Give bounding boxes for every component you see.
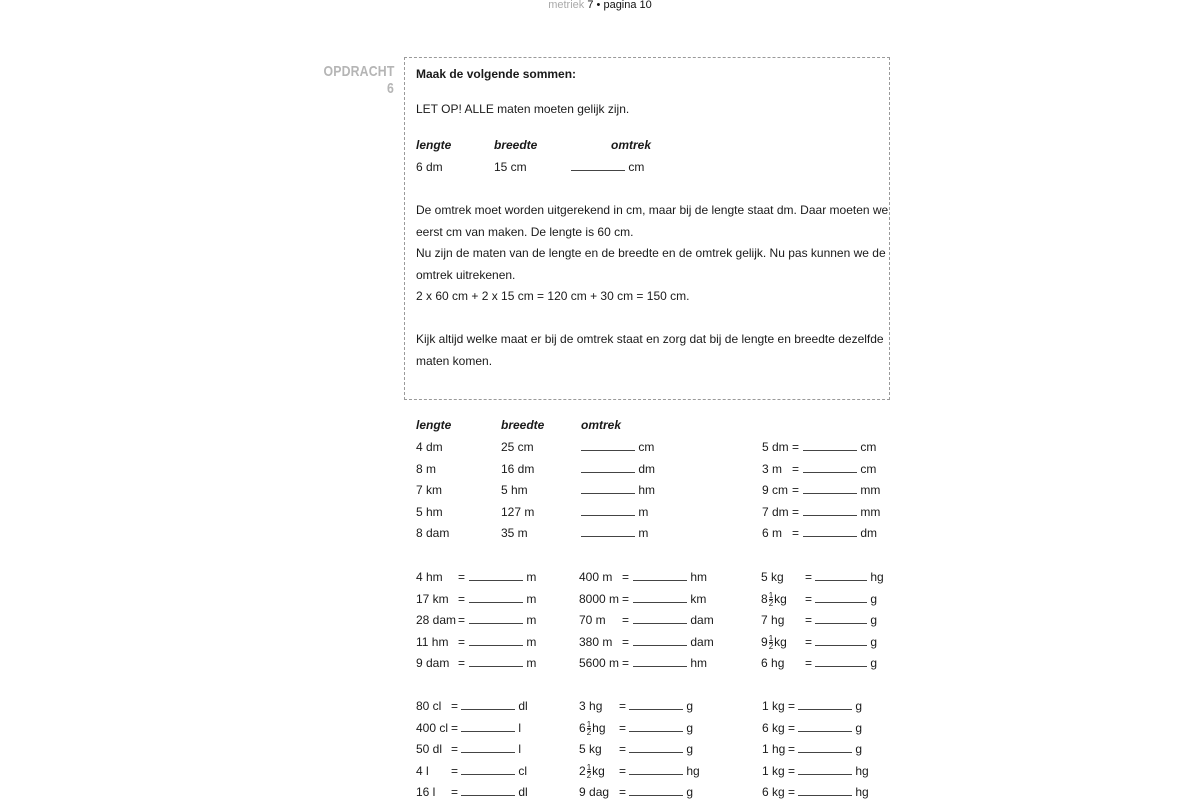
- conversion-left: 8000 m: [579, 591, 620, 606]
- equals-sign: =: [788, 785, 796, 799]
- answer-blank[interactable]: [571, 160, 625, 171]
- unit-label: l: [518, 742, 522, 756]
- equals-sign: =: [792, 461, 800, 476]
- unit-label: cm: [860, 440, 877, 454]
- answer-blank[interactable]: [581, 505, 635, 516]
- unit-label: kg: [771, 570, 784, 584]
- header-separator: •: [596, 0, 601, 11]
- example-lengte: 6 dm: [416, 160, 443, 174]
- unit-label: g: [855, 742, 863, 756]
- table-cell-lengte: 5 hm: [416, 504, 443, 519]
- answer-blank[interactable]: [798, 742, 852, 753]
- conversion-answer: [629, 699, 693, 713]
- conversion-answer: [815, 635, 877, 649]
- conversion-left: 4 l: [416, 763, 429, 778]
- unit-label: hm: [690, 570, 708, 584]
- conversion-left: 5 dm: [762, 440, 789, 454]
- answer-blank[interactable]: [629, 699, 683, 710]
- table-header-omtrek: omtrek: [581, 418, 622, 432]
- unit-label: g: [870, 613, 878, 627]
- fraction-denominator: 2: [586, 770, 592, 780]
- unit-label: g: [686, 785, 694, 799]
- box-header-lengte: lengte: [416, 138, 452, 152]
- tip-line: Kijk altijd welke maat er bij de omtrek staat en zorg dat bij de lengte en breedte dezelfde: [416, 332, 884, 346]
- conversion-left: 16 l: [416, 785, 436, 799]
- unit-label: dam: [690, 634, 714, 649]
- conversion-left: [761, 570, 784, 584]
- equals-sign: =: [792, 440, 800, 454]
- fraction: [769, 592, 773, 607]
- conversion-left: 6 m: [762, 526, 783, 540]
- whole-number: 3: [579, 699, 586, 713]
- equals-sign: =: [458, 634, 466, 649]
- equals-sign: =: [792, 526, 800, 540]
- table-cell-breedte: 5 hm: [501, 483, 528, 497]
- equals-sign: =: [792, 483, 800, 497]
- answer-blank[interactable]: [581, 462, 635, 473]
- conversion-left: 380 m: [579, 634, 613, 649]
- unit-label: hg: [686, 763, 700, 778]
- answer-blank[interactable]: [581, 526, 635, 537]
- page-header: [0, 0, 1200, 11]
- equals-sign: =: [805, 591, 813, 606]
- conversion-answer: [469, 592, 536, 606]
- explanation-line: eerst cm van maken. De lengte is 60 cm.: [416, 224, 634, 239]
- conversion-left: [579, 742, 602, 756]
- conversion-left: 9 cm: [762, 483, 789, 497]
- box-header-omtrek: omtrek: [611, 138, 652, 152]
- unit-label: dm: [860, 526, 878, 540]
- equals-sign: =: [805, 570, 813, 584]
- conversion-answer: [461, 699, 528, 713]
- equals-sign: =: [805, 656, 813, 670]
- equals-sign: =: [458, 613, 466, 627]
- conversion-left: [761, 613, 784, 627]
- answer-blank[interactable]: [469, 635, 523, 646]
- answer-blank[interactable]: [633, 570, 687, 581]
- conversion-left: 70 m: [579, 613, 606, 627]
- header-page: pagina 10: [603, 0, 652, 11]
- conversion-left: 50 dl: [416, 742, 443, 756]
- answer-blank[interactable]: [815, 592, 867, 603]
- table-cell-breedte: 25 cm: [501, 440, 534, 454]
- whole-number: 6: [761, 656, 768, 670]
- unit-label: m: [526, 591, 537, 606]
- equals-sign: =: [622, 570, 630, 584]
- conversion-answer: [469, 570, 536, 584]
- header-subject: metriek: [548, 0, 585, 11]
- whole-number: 9: [579, 785, 586, 799]
- fraction-denominator: 2: [768, 641, 774, 651]
- unit-label: g: [855, 720, 863, 735]
- whole-number: 7: [761, 613, 768, 627]
- conversion-answer: [629, 721, 693, 735]
- answer-blank[interactable]: [803, 462, 857, 473]
- conversion-answer: [633, 635, 714, 649]
- assignment-label: OPDRACHT 6: [323, 63, 395, 97]
- table-cell-omtrek: [581, 526, 648, 540]
- example-breedte: 15 cm: [494, 160, 527, 174]
- table-cell-omtrek: [581, 505, 648, 519]
- answer-blank[interactable]: [815, 656, 867, 667]
- answer-blank[interactable]: [581, 483, 635, 494]
- unit-label: g: [686, 720, 694, 735]
- unit-label: dag: [589, 785, 610, 799]
- conversion-left: 9 dam: [416, 656, 450, 670]
- answer-blank[interactable]: [633, 592, 687, 603]
- answer-blank[interactable]: [469, 613, 523, 624]
- unit-label: g: [870, 591, 878, 606]
- unit-label: g: [686, 742, 694, 756]
- whole-number: 5: [761, 570, 768, 584]
- unit-label: g: [870, 656, 878, 670]
- unit-label: l: [518, 720, 522, 735]
- equals-sign: =: [622, 634, 630, 649]
- unit-label: m: [526, 613, 537, 627]
- box-warning: LET OP! ALLE maten moeten gelijk zijn.: [416, 102, 630, 116]
- unit-label: m: [526, 634, 537, 649]
- answer-blank[interactable]: [803, 526, 857, 537]
- equals-sign: =: [458, 656, 466, 670]
- conversion-left: [761, 656, 784, 670]
- conversion-left: [579, 721, 606, 736]
- conversion-answer: [633, 656, 707, 670]
- answer-blank[interactable]: [629, 785, 683, 796]
- answer-blank[interactable]: [633, 656, 687, 667]
- equals-sign: =: [451, 720, 459, 735]
- answer-blank[interactable]: [798, 785, 852, 796]
- table-cell-lengte: 4 dm: [416, 440, 443, 454]
- conversion-left: 6 kg: [762, 720, 785, 735]
- conversion-answer: [461, 742, 521, 756]
- unit-label: cm: [860, 461, 877, 476]
- conversion-left: 1 kg: [762, 763, 785, 778]
- conversion-answer: [798, 699, 862, 713]
- answer-blank[interactable]: [461, 699, 515, 710]
- answer-blank[interactable]: [803, 440, 857, 451]
- equals-sign: =: [451, 763, 459, 778]
- unit-label: m: [526, 570, 537, 584]
- conversion-left: 3 m: [762, 461, 783, 476]
- table-cell-lengte: 8 dam: [416, 526, 450, 540]
- conversion-left: 400 cl: [416, 720, 449, 735]
- table-cell-breedte: 16 dm: [501, 461, 535, 476]
- answer-blank[interactable]: [469, 592, 523, 603]
- fraction-denominator: 2: [768, 598, 774, 608]
- conversion-answer: [461, 721, 521, 735]
- unit-label: g: [870, 634, 878, 649]
- conversion-left: 6 kg: [762, 785, 785, 799]
- unit-label: hg: [855, 785, 869, 799]
- unit-label: mm: [860, 483, 881, 497]
- unit-label: m: [638, 526, 649, 540]
- conversion-answer: [803, 483, 880, 497]
- unit-label: dam: [690, 613, 714, 627]
- conversion-answer: [461, 785, 528, 799]
- equals-sign: =: [805, 634, 813, 649]
- answer-blank[interactable]: [815, 635, 867, 646]
- conversion-answer: [633, 570, 707, 584]
- unit-label: m: [638, 504, 649, 519]
- conversion-answer: [815, 592, 877, 606]
- equals-sign: =: [788, 699, 796, 713]
- equals-sign: =: [622, 613, 630, 627]
- equals-sign: =: [622, 591, 630, 606]
- conversion-answer: [629, 764, 700, 778]
- whole-number: 2: [579, 763, 586, 778]
- equals-sign: =: [788, 742, 796, 756]
- unit-label: hg: [870, 570, 884, 584]
- conversion-answer: [633, 592, 706, 606]
- unit-label: hg: [589, 699, 603, 713]
- fraction-numerator: 1: [768, 633, 774, 643]
- unit-label: hg: [771, 656, 785, 670]
- table-cell-omtrek: [581, 462, 655, 476]
- tip-line: maten komen.: [416, 353, 493, 368]
- equals-sign: =: [619, 720, 627, 735]
- unit-label: kg: [774, 591, 787, 606]
- table-header-lengte: lengte: [416, 418, 452, 432]
- equals-sign: =: [451, 699, 459, 713]
- table-header-breedte: breedte: [501, 418, 545, 432]
- equals-sign: =: [619, 785, 627, 799]
- conversion-answer: [815, 570, 884, 584]
- conversion-answer: [469, 656, 536, 670]
- conversion-answer: [803, 462, 876, 476]
- fraction: [587, 764, 591, 779]
- answer-blank[interactable]: [461, 764, 515, 775]
- unit-label: hm: [638, 483, 656, 497]
- unit-label: cl: [518, 763, 528, 778]
- conversion-answer: [803, 526, 877, 540]
- whole-number: 8: [761, 591, 768, 606]
- unit-label: cm: [638, 440, 655, 454]
- equals-sign: =: [451, 785, 459, 799]
- fraction-denominator: 2: [586, 727, 592, 737]
- conversion-left: [579, 699, 602, 713]
- conversion-left: [761, 592, 787, 607]
- answer-blank[interactable]: [633, 613, 687, 624]
- conversion-answer: [803, 505, 880, 519]
- conversion-answer: [815, 613, 877, 627]
- equals-sign: =: [788, 763, 796, 778]
- fraction: [769, 635, 773, 650]
- unit-label: kg: [589, 742, 602, 756]
- conversion-answer: [798, 721, 862, 735]
- equals-sign: =: [458, 591, 466, 606]
- conversion-answer: [469, 635, 536, 649]
- unit-label: dm: [638, 461, 656, 476]
- equals-sign: =: [792, 504, 800, 519]
- answer-blank[interactable]: [815, 613, 867, 624]
- table-cell-lengte: 8 m: [416, 461, 437, 476]
- conversion-left: [761, 635, 787, 650]
- equals-sign: =: [619, 763, 627, 778]
- header-number: 7: [587, 0, 594, 11]
- conversion-answer: [815, 656, 877, 670]
- unit-label: hg: [855, 763, 869, 778]
- conversion-left: 7 dm: [762, 504, 789, 519]
- unit-label: hm: [690, 656, 708, 670]
- unit-label: km: [690, 591, 707, 606]
- answer-blank[interactable]: [803, 483, 857, 494]
- conversion-answer: [803, 440, 876, 454]
- table-cell-breedte: 35 m: [501, 526, 528, 540]
- unit-label: g: [855, 699, 863, 713]
- fraction-numerator: 1: [768, 590, 774, 600]
- unit-label: m: [526, 656, 537, 670]
- answer-blank[interactable]: [461, 785, 515, 796]
- unit-label: g: [686, 699, 694, 713]
- conversion-left: 1 hg: [762, 742, 786, 756]
- answer-blank[interactable]: [629, 764, 683, 775]
- conversion-left: [579, 785, 609, 799]
- answer-blank[interactable]: [629, 742, 683, 753]
- unit-label: dl: [518, 785, 528, 799]
- equals-sign: =: [622, 656, 630, 670]
- answer-blank[interactable]: [633, 635, 687, 646]
- fraction: [587, 721, 591, 736]
- box-header-breedte: breedte: [494, 138, 538, 152]
- conversion-left: 5600 m: [579, 656, 620, 670]
- equals-sign: =: [619, 742, 627, 756]
- table-cell-breedte: 127 m: [501, 504, 535, 519]
- answer-blank[interactable]: [629, 721, 683, 732]
- explanation-line: De omtrek moet worden uitgerekend in cm, maar bij de lengte staat dm. Daar moeten we: [416, 203, 889, 217]
- conversion-left: 80 cl: [416, 699, 442, 713]
- conversion-answer: [629, 785, 693, 799]
- fraction-numerator: 1: [586, 762, 592, 772]
- equals-sign: =: [619, 699, 627, 713]
- answer-blank[interactable]: [581, 440, 635, 451]
- answer-blank[interactable]: [461, 721, 515, 732]
- conversion-left: 28 dam: [416, 613, 457, 627]
- answer-blank[interactable]: [798, 699, 852, 710]
- conversion-left: [579, 764, 605, 779]
- unit-label: dl: [518, 699, 528, 713]
- conversion-left: 4 hm: [416, 570, 443, 584]
- example-unit: cm: [628, 160, 645, 174]
- conversion-left: 1 kg: [762, 699, 785, 713]
- conversion-left: 400 m: [579, 570, 613, 584]
- unit-label: kg: [592, 763, 605, 778]
- fraction-numerator: 1: [586, 719, 592, 729]
- answer-blank[interactable]: [798, 764, 852, 775]
- whole-number: 9: [761, 634, 768, 649]
- equals-sign: =: [805, 613, 813, 627]
- explanation-line: omtrek uitrekenen.: [416, 267, 516, 282]
- answer-blank[interactable]: [798, 721, 852, 732]
- answer-blank[interactable]: [803, 505, 857, 516]
- conversion-answer: [798, 764, 869, 778]
- table-cell-omtrek: [581, 483, 655, 497]
- box-title: Maak de volgende sommen:: [416, 67, 577, 81]
- equals-sign: =: [451, 742, 459, 756]
- explanation-line: 2 x 60 cm + 2 x 15 cm = 120 cm + 30 cm = 150 cm.: [416, 289, 690, 303]
- conversion-answer: [798, 785, 869, 799]
- equals-sign: =: [788, 720, 796, 735]
- whole-number: 6: [579, 720, 586, 735]
- answer-blank[interactable]: [469, 570, 523, 581]
- answer-blank[interactable]: [815, 570, 867, 581]
- whole-number: 5: [579, 742, 586, 756]
- unit-label: hg: [771, 613, 785, 627]
- table-cell-omtrek: [581, 440, 654, 454]
- unit-label: hg: [592, 720, 606, 735]
- equals-sign: =: [458, 570, 466, 584]
- conversion-answer: [469, 613, 536, 627]
- answer-blank[interactable]: [469, 656, 523, 667]
- conversion-answer: [629, 742, 693, 756]
- table-cell-lengte: 7 km: [416, 483, 443, 497]
- unit-label: mm: [860, 504, 881, 519]
- unit-label: kg: [774, 634, 787, 649]
- conversion-left: 17 km: [416, 591, 449, 606]
- conversion-answer: [461, 764, 527, 778]
- conversion-answer: [798, 742, 862, 756]
- conversion-left: 11 hm: [416, 634, 449, 649]
- example-answer: [571, 160, 644, 174]
- answer-blank[interactable]: [461, 742, 515, 753]
- explanation-line: Nu zijn de maten van de lengte en de breedte en de omtrek gelijk. Nu pas kunnen we de: [416, 246, 886, 260]
- conversion-answer: [633, 613, 714, 627]
